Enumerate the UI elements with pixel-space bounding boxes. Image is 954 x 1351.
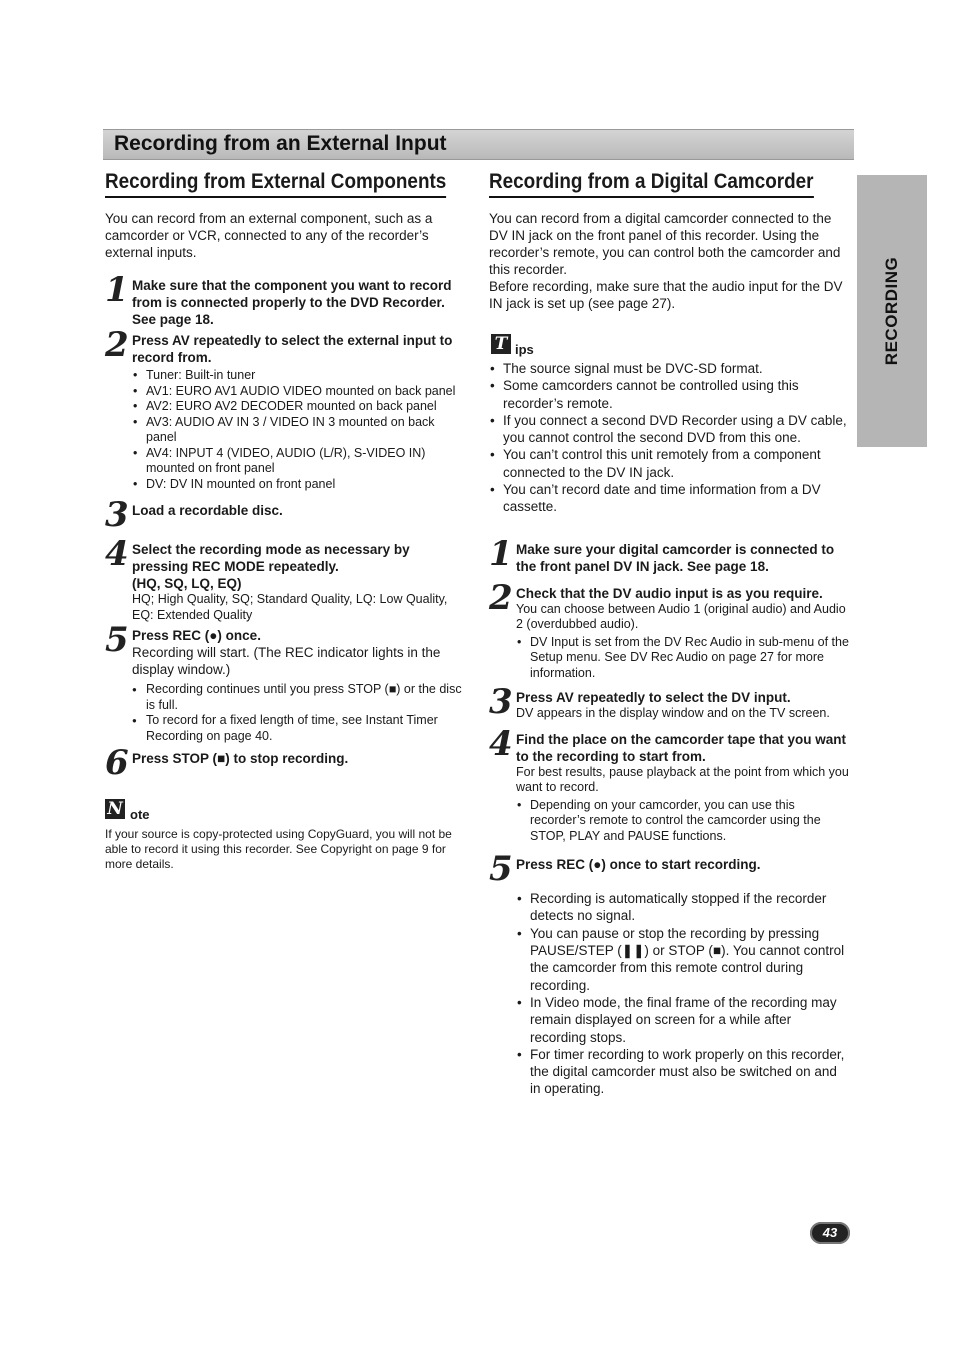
list-item: • DV Input is set from the DV Rec Audio in sub-menu of the Setup menu. See DV Rec Audio on page 27 for more information.: [516, 635, 851, 682]
step-desc: For best results, pause playback at the point from which you want to record.: [516, 764, 849, 795]
step-title: Make sure that the component you want to record from is connected properly to the DVD Recorder. See page 18.: [132, 278, 452, 327]
page-number: 43: [822, 1225, 838, 1240]
step-bullets: [516, 798, 851, 845]
list-item: • Some camcorders cannot be controlled using this recorder’s remote.: [489, 377, 851, 412]
step-number: 1: [489, 533, 513, 574]
side-tab: [857, 175, 927, 447]
step-number: 1: [105, 270, 129, 310]
left-step-1: [105, 270, 468, 328]
step-title: Press AV repeatedly to select the DV input.: [516, 690, 791, 706]
step-number: 5: [489, 849, 513, 890]
list-item: • AV1: EURO AV1 AUDIO VIDEO mounted on back panel: [132, 384, 468, 400]
step-title: Find the place on the camcorder tape that you want to the recording to start from.: [516, 731, 847, 764]
right-step-1: [489, 533, 851, 575]
step-bullets: [516, 890, 851, 1098]
step-desc: Recording will start. (The REC indicator lights in the display window.): [132, 645, 441, 677]
step-number: 3: [105, 495, 129, 535]
step-title-modes: (HQ, SQ, LQ, EQ): [132, 576, 242, 591]
right-step-2: [489, 577, 851, 682]
step-title: Press REC (●) once to start recording.: [516, 857, 761, 873]
side-tab-label: RECORDING: [882, 256, 901, 366]
step-desc: You can choose between Audio 1 (original audio) and Audio 2 (overdubbed audio).: [516, 601, 846, 632]
list-item: ● To record for a fixed length of time, see Instant Timer Recording on page 40.: [132, 713, 468, 744]
left-heading: Recording from External Components: [105, 170, 446, 198]
left-step-2: [105, 325, 468, 492]
list-item: • In Video mode, the final frame of the recording may remain displayed on screen for a while after recording stops.: [516, 994, 851, 1046]
left-step-3: [105, 495, 468, 535]
step-title: Press AV repeatedly to select the external input to record from.: [132, 333, 453, 365]
right-step-5: [489, 849, 851, 1098]
left-column: [105, 170, 468, 872]
right-heading: Recording from a Digital Camcorder: [489, 170, 814, 198]
right-intro: You can record from a digital camcorder connected to the DV IN jack on the front panel of this recorder. Using the recorder’s remote, you can control both the camcorder and this recorder.: [489, 211, 841, 277]
list-item: • Depending on your camcorder, you can use this recorder’s remote to control the camcorder using the STOP, PLAY and PAUSE functions.: [516, 798, 851, 845]
tips-header: [489, 334, 851, 358]
step-desc: DV appears in the display window and on the TV screen.: [516, 706, 830, 721]
left-step-4: [105, 534, 468, 623]
note-label: ote: [130, 807, 150, 822]
list-item: ● Recording continues until you press STOP (■) or the disc is full.: [132, 682, 468, 713]
step-number: 2: [489, 577, 513, 618]
banner-title: Recording from an External Input: [114, 132, 447, 155]
step-number: 3: [489, 682, 513, 723]
note-header: [105, 799, 468, 823]
left-step-5: [105, 620, 468, 744]
list-item: • DV: DV IN mounted on front panel: [132, 477, 468, 493]
section-banner: [103, 129, 854, 160]
step-number: 5: [105, 620, 129, 660]
step-desc: HQ; High Quality, SQ; Standard Quality, LQ: Low Quality, EQ: Extended Quality: [132, 592, 448, 622]
step-title: Check that the DV audio input is as you require.: [516, 585, 823, 601]
step-number: 4: [489, 723, 513, 764]
step-title: Make sure your digital camcorder is connected to the front panel DV IN jack. See page 18.: [516, 541, 835, 574]
list-item: • Tuner: Built-in tuner: [132, 368, 468, 384]
right-column: [489, 170, 851, 1098]
step-title: Press STOP (■) to stop recording.: [132, 751, 349, 766]
left-step-6: [105, 743, 468, 783]
tips-label: ips: [515, 342, 534, 357]
right-step-4: [489, 723, 851, 845]
step-bullets: [132, 368, 468, 492]
step-title: Select the recording mode as necessary by pressing REC MODE repeatedly.: [132, 542, 410, 574]
list-item: • AV2: EURO AV2 DECODER mounted on back panel: [132, 399, 468, 415]
list-item: • AV4: INPUT 4 (VIDEO, AUDIO (L/R), S-VIDEO IN) mounted on front panel: [132, 446, 468, 477]
step-bullets: [132, 682, 468, 744]
step-title: Press REC (●) once.: [132, 628, 261, 643]
left-intro: You can record from an external component, such as a camcorder or VCR, connected to any of the recorder’s external inputs.: [105, 211, 433, 260]
tips-icon: T: [491, 334, 511, 354]
list-item: • You can’t control this unit remotely from a component connected to the DV IN jack.: [489, 446, 851, 481]
right-step-3: [489, 682, 851, 723]
page-number-badge: [810, 1222, 850, 1244]
note-icon: N: [105, 799, 125, 819]
step-number: 2: [105, 325, 129, 365]
step-number: 4: [105, 534, 129, 574]
list-item: • You can’t record date and time information from a DV cassette.: [489, 481, 851, 516]
step-bullets: [516, 635, 851, 682]
list-item: • AV3: AUDIO AV IN 3 / VIDEO IN 3 mounted on back panel: [132, 415, 468, 446]
note-text: If your source is copy-protected using CopyGuard, you will not be able to record it using this recorder. See Copyright on page 9 for more details.: [105, 827, 452, 871]
list-item: • Recording is automatically stopped if the recorder detects no signal.: [516, 890, 851, 925]
step-number: 6: [105, 743, 129, 783]
list-item: • The source signal must be DVC-SD format.: [489, 360, 851, 377]
right-intro-2: Before recording, make sure that the audio input for the DV IN jack is set up (see page 27).: [489, 279, 843, 311]
list-item: • If you connect a second DVD Recorder using a DV cable, you cannot control the second DVD from this one.: [489, 412, 851, 447]
step-title: Load a recordable disc.: [132, 503, 283, 518]
list-item: • For timer recording to work properly on this recorder, the digital camcorder must also be switched on and in operating.: [516, 1046, 851, 1098]
list-item: • You can pause or stop the recording by pressing PAUSE/STEP (❚❚) or STOP (■). You cannot control the camcorder from this remote control during recording.: [516, 925, 851, 994]
tips-list: [489, 360, 851, 516]
